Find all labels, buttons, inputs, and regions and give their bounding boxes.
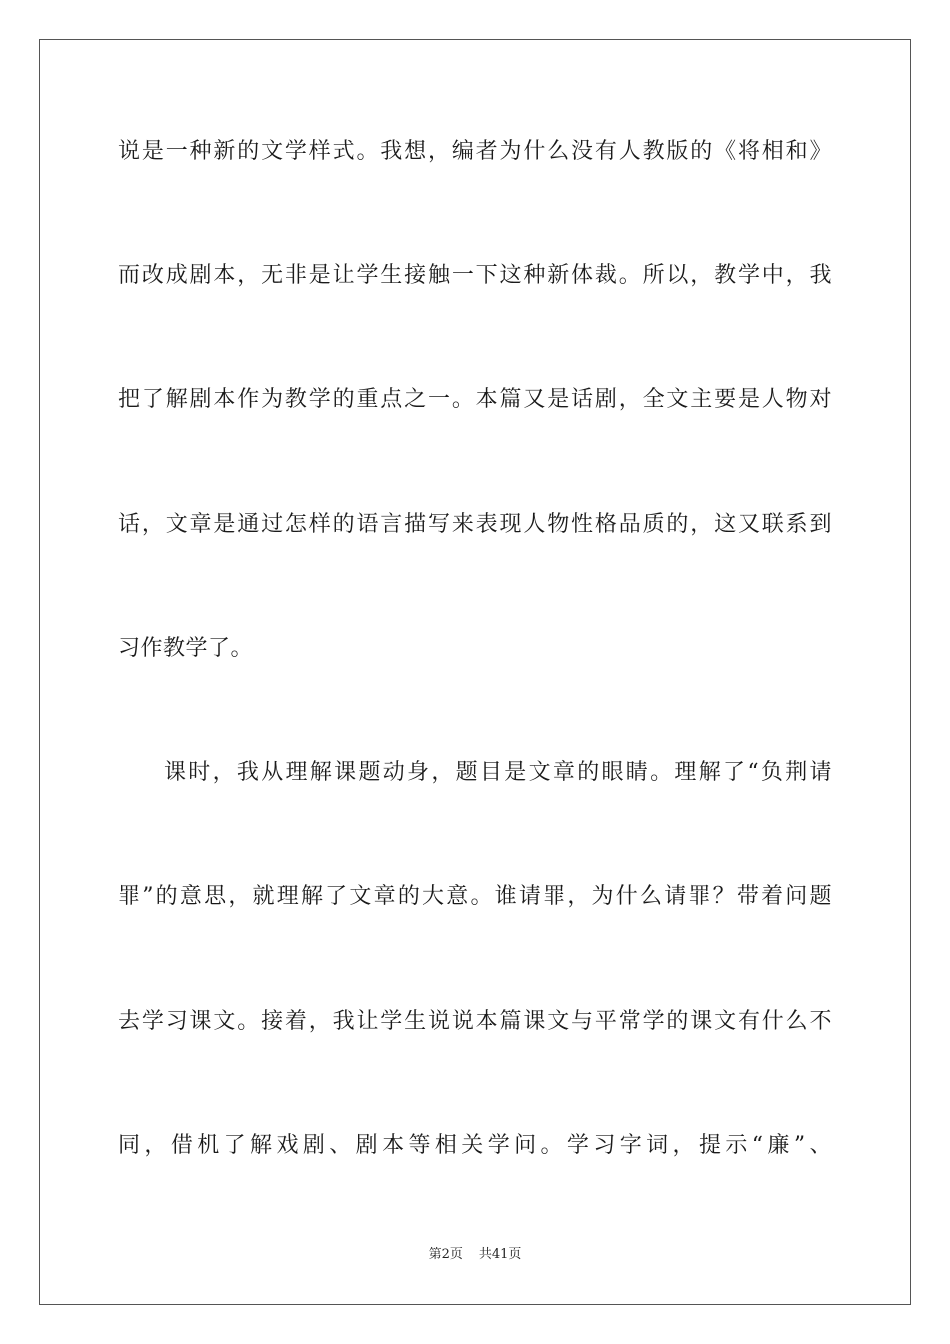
text-line-3: 把了解剧本作为教学的重点之一。本篇又是话剧，全文主要是人物对 — [118, 387, 832, 412]
text-line-7: 罪”的意思，就理解了文章的大意。谁请罪，为什么请罪？带着问题 — [118, 884, 832, 909]
page-footer — [0, 1246, 950, 1264]
text-line-1: 说是一种新的文学样式。我想，编者为什么没有人教版的《将相和》 — [118, 139, 832, 164]
text-line-5: 习作教学了。 — [118, 636, 254, 661]
text-line-9: 同，借机了解戏剧、剧本等相关学问。学习字词，提示“廉”、 — [118, 1133, 832, 1158]
text-line-4: 话，文章是通过怎样的语言描写来表现人物性格品质的，这又联系到 — [118, 512, 832, 537]
page-number: 第2页 — [428, 1247, 463, 1262]
text-line-2: 而改成剧本，无非是让学生接触一下这种新体裁。所以，教学中，我 — [118, 263, 832, 288]
page-border — [39, 39, 911, 1305]
text-line-8: 去学习课文。接着，我让学生说说本篇课文与平常学的课文有什么不 — [118, 1009, 832, 1034]
total-pages: 共41页 — [478, 1247, 522, 1262]
text-line-6: 课时，我从理解课题动身，题目是文章的眼睛。理解了“负荆请 — [164, 760, 832, 785]
